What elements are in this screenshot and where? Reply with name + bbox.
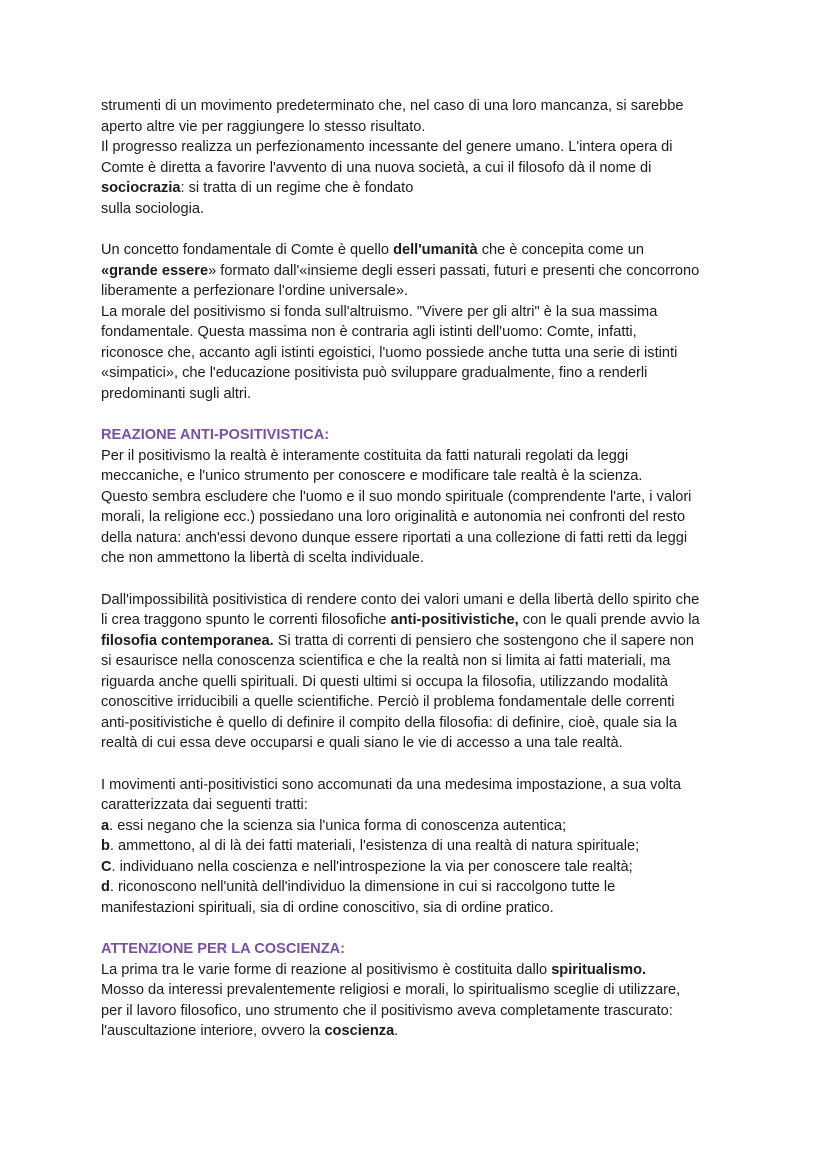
text-line: Dall'impossibilità positivistica di rendere conto dei valori umani e della libertà dello spirito che bbox=[101, 591, 700, 608]
text-line: La morale del positivismo si fonda sull'altruismo. "Vivere per gli altri" è la sua massima bbox=[101, 303, 658, 320]
list-item bbox=[101, 836, 741, 857]
paragraph-positivismo-realta bbox=[101, 446, 741, 569]
text-line bbox=[101, 610, 741, 631]
text-fragment: Si tratta di correnti di pensiero che sostengono che il sapere non bbox=[273, 632, 694, 649]
text-fragment: La prima tra le varie forme di reazione al positivismo è costituita dallo bbox=[101, 961, 552, 978]
text-line: aperto altre vie per raggiungere lo stesso risultato. bbox=[101, 118, 426, 135]
text-line: anti-positivistiche è quello di definire il compito della filosofia: di definire, cioè, quale sia la bbox=[101, 714, 677, 731]
text-line bbox=[101, 960, 741, 981]
text-fragment: : si tratta di un regime che è fondato bbox=[180, 180, 414, 196]
text-line: della natura: anch'essi devono dunque essere riportati a una collezione di fatti retti da leggi bbox=[101, 529, 688, 546]
text-line: caratterizzata dai seguenti tratti: bbox=[101, 797, 308, 813]
list-marker: b bbox=[101, 838, 110, 854]
paragraph-spacer bbox=[101, 404, 741, 425]
paragraph-tratti bbox=[101, 775, 741, 919]
paragraph-anti-positivistiche bbox=[101, 590, 741, 754]
text-fragment: Un concetto fondamentale di Comte è quello bbox=[101, 242, 394, 258]
paragraph-spiritualismo bbox=[101, 960, 741, 1042]
document-page bbox=[101, 96, 741, 1042]
text-fragment: l'auscultazione interiore, ovvero la bbox=[101, 1023, 325, 1039]
text-line: che non ammettono la libertà di scelta individuale. bbox=[101, 550, 424, 566]
text-line: «simpatici», che l'educazione positivista può sviluppare gradualmente, fino a renderli bbox=[101, 365, 648, 381]
text-line: fondamentale. Questa massima non è contraria agli istinti dell'uomo: Comte, infatti, bbox=[101, 324, 637, 340]
text-line: conoscitive irriducibili a quelle scientifiche. Perciò il problema fondamentale delle correnti bbox=[101, 694, 675, 710]
text-fragment: li crea traggono spunto le correnti filosofiche bbox=[101, 612, 391, 628]
section-heading-coscienza: ATTENZIONE PER LA COSCIENZA: bbox=[101, 941, 346, 957]
text-line: Il progresso realizza un perfezionamento incessante del genere umano. L'intera opera di bbox=[101, 139, 673, 155]
text-line: meccaniche, e l'unico strumento per conoscere e modificare tale realtà è la scienza. bbox=[101, 468, 643, 484]
text-line: riguarda anche quelli spirituali. Di questi ultimi si occupa la filosofia, utilizzando modalità bbox=[101, 673, 669, 690]
text-line: Per il positivismo la realtà è interamente costituita da fatti naturali regolati da leggi bbox=[101, 447, 629, 464]
text-line bbox=[101, 178, 741, 199]
text-line: Mosso da interessi prevalentemente religiosi e morali, lo spiritualismo sceglie di utilizzare, bbox=[101, 982, 681, 998]
paragraph-spacer bbox=[101, 918, 741, 939]
paragraph-umanita bbox=[101, 240, 741, 404]
text-line bbox=[101, 261, 741, 282]
text-fragment: che è concepita come un bbox=[477, 242, 644, 258]
list-item bbox=[101, 877, 741, 898]
bold-term-sociocrazia: sociocrazia bbox=[101, 180, 181, 196]
text-line: predominanti sugli altri. bbox=[101, 385, 252, 402]
text-line: si esaurisce nella conoscenza scientifica e che la realtà non si limita ai fatti materiali, ma bbox=[101, 653, 671, 669]
list-item-text: . individuano nella coscienza e nell'introspezione la via per conoscere tale realtà; bbox=[111, 858, 633, 875]
text-line: I movimenti anti-positivistici sono accomunati da una medesima impostazione, a sua volta bbox=[101, 776, 681, 793]
list-item-text: . ammettono, al di là dei fatti materiali, l'esistenza di una realtà di natura spirituale; bbox=[109, 838, 640, 854]
section-heading-reazione: REAZIONE ANTI-POSITIVISTICA: bbox=[101, 427, 330, 443]
text-line: morali, la religione ecc.) possiedano una loro originalità e autonomia nei confronti del resto bbox=[101, 509, 686, 525]
bold-term-spiritualismo: spiritualismo. bbox=[551, 961, 647, 978]
text-fragment: con le quali prende avvio la bbox=[518, 612, 700, 628]
text-line: Comte è diretta a favorire l'avvento di una nuova società, a cui il filosofo dà il nome di bbox=[101, 159, 652, 176]
list-item-text: . riconoscono nell'unità dell'individuo la dimensione in cui si raccolgono tutte le bbox=[109, 879, 616, 895]
text-line: riconosce che, accanto agli istinti egoistici, l'uomo possiede anche tutta una serie di istinti bbox=[101, 344, 678, 361]
text-line bbox=[101, 631, 741, 652]
bold-term-filosofia-contemporanea: filosofia contemporanea. bbox=[101, 632, 274, 649]
text-fragment: . bbox=[394, 1023, 399, 1039]
bold-term-grande-essere: «grande essere bbox=[101, 262, 209, 279]
text-line bbox=[101, 1021, 741, 1042]
list-marker: a bbox=[101, 817, 110, 834]
text-line: sulla sociologia. bbox=[101, 200, 205, 217]
list-item bbox=[101, 857, 741, 878]
list-marker: d bbox=[101, 879, 110, 895]
bold-term-coscienza: coscienza bbox=[324, 1023, 395, 1039]
paragraph-spacer bbox=[101, 219, 741, 240]
text-line: Questo sembra escludere che l'uomo e il suo mondo spirituale (comprendente l'arte, i valori bbox=[101, 488, 692, 505]
text-line bbox=[101, 240, 741, 261]
bold-term-anti-positivistiche: anti-positivistiche, bbox=[390, 612, 519, 628]
text-line: manifestazioni spirituali, sia di ordine conoscitivo, sia di ordine pratico. bbox=[101, 899, 554, 916]
text-fragment: » formato dall'«insieme degli esseri passati, futuri e presenti che concorrono bbox=[208, 262, 700, 279]
paragraph-spacer bbox=[101, 569, 741, 590]
bold-term-umanita: dell'umanità bbox=[393, 242, 478, 258]
list-item bbox=[101, 816, 741, 837]
list-marker: C bbox=[101, 858, 112, 875]
text-line: per il lavoro filosofico, uno strumento che il positivismo aveva completamente trascurato: bbox=[101, 1002, 673, 1019]
list-item-text: . essi negano che la scienza sia l'unica forma di conoscenza autentica; bbox=[109, 817, 567, 834]
paragraph-spacer bbox=[101, 754, 741, 775]
paragraph-progresso bbox=[101, 96, 741, 219]
text-line: strumenti di un movimento predeterminato che, nel caso di una loro mancanza, si sarebbe bbox=[101, 98, 684, 114]
text-line: realtà di cui essa deve occuparsi e quali siano le vie di accesso a una tale realtà. bbox=[101, 735, 623, 751]
text-line: liberamente a perfezionare l'ordine universale». bbox=[101, 283, 409, 299]
